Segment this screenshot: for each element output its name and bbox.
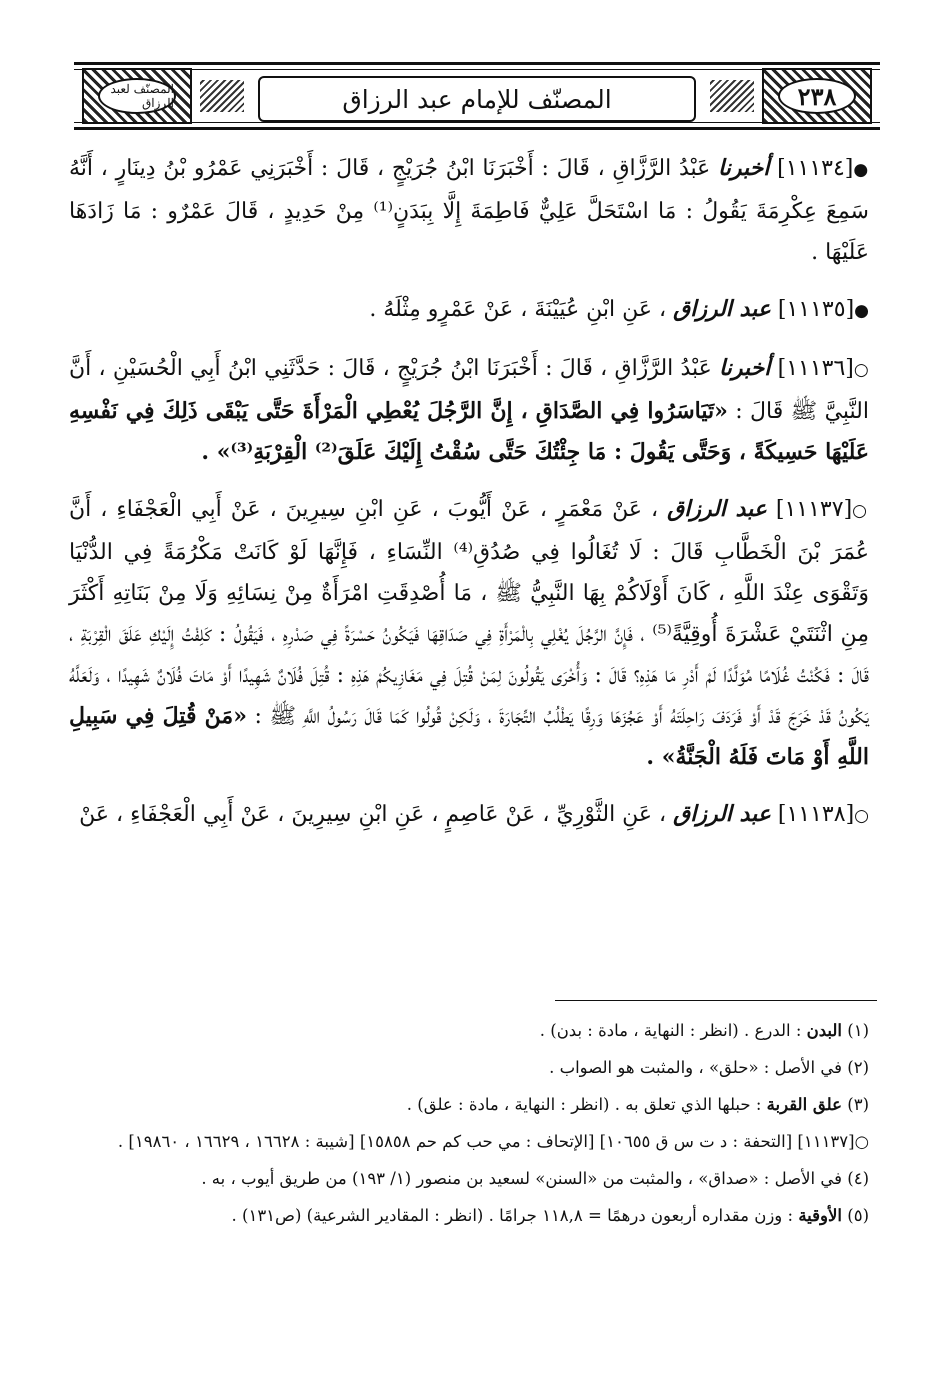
footnote-term: علق القربة xyxy=(766,1095,842,1114)
entry-text: عَبْدُ الرَّزَّاقِ ، قَالَ : أَخْبَرَنَا ابْنُ جُرَيْجٍ ، قَالَ : أَخْبَرَنِي عَمْرُو بْنُ دِينَارٍ ، أَنَّهُ سَمِعَ عِكْرِمَةَ يَقُولُ : مَا اسْتَحَلَّ عَلِيٌّ فَاطِمَةَ إِلَّا بِبَدَنٍ⁽¹⁾ مِنْ حَدِيدٍ ، قَالَ عَمْرٌو : مَا زَادَهَا عَلَيْهَا . xyxy=(69,156,869,265)
hadith-entry xyxy=(69,348,869,473)
entry-source: أخبرنا xyxy=(718,155,770,181)
header-ornament-left xyxy=(200,80,244,112)
entry-text: ، عَنِ ابْنِ عُيَيْنَةَ ، عَنْ عَمْرٍو مِثْلَهُ . xyxy=(369,297,667,322)
footnote-text: [التحفة : د ت س ق ١٠٦٥٥] [الإتحاف : مي حب كم حم ١٥٨٥٨] [شيبة : ١٦٦٢٨ ، ١٦٦٢٩ ، ١٩٨٦٠] . xyxy=(117,1132,793,1151)
footnote xyxy=(69,1164,869,1193)
prophetic-saying: «مَنْ قُتِلَ فِي سَبِيلِ اللَّهِ أَوْ مَاتَ فَلَهُ الْجَنَّةُ» . xyxy=(69,703,869,770)
hadith-entry xyxy=(69,489,869,778)
entry-source: أخبرنا xyxy=(719,355,771,381)
entry-mark: ○ xyxy=(854,806,869,826)
entry-mark: ○ xyxy=(853,360,869,380)
footnote xyxy=(69,1090,869,1119)
entry-number: [١١١٣٦] xyxy=(777,356,854,381)
header-ornament-right xyxy=(710,80,754,112)
footnote-text: : الدرع . (انظر : النهاية ، مادة : بدن) . xyxy=(539,1021,802,1040)
hadith-entry xyxy=(69,148,869,273)
footnote xyxy=(69,1016,869,1045)
footnote-text: في الأصل : «حلق» ، والمثبت هو الصواب . xyxy=(549,1058,842,1077)
footnote-text: : حبلها الذي تعلق به . (انظر : النهاية ، مادة : علق) . xyxy=(406,1095,762,1114)
footnote-term: الأوقية xyxy=(798,1206,842,1225)
footnote xyxy=(69,1201,869,1230)
running-title: المصنّف للإمام عبد الرزاق xyxy=(258,76,696,122)
footnote-label: (٢) xyxy=(847,1058,869,1077)
entry-number: [١١١٣٤] xyxy=(777,156,854,181)
header-emblem xyxy=(82,68,192,124)
entry-number: [١١١٣٧] xyxy=(775,497,853,522)
page-header xyxy=(74,62,880,130)
entry-number: [١١١٣٨] xyxy=(777,802,855,827)
entry-text: ، عَنِ الثَّوْرِيِّ ، عَنْ عَاصِمٍ ، عَنِ ابْنِ سِيرِينَ ، عَنْ أَبِي الْعَجْفَاءِ ، عَنْ xyxy=(79,802,667,827)
entry-number: [١١١٣٥] xyxy=(777,297,855,322)
footnote-label: (١) xyxy=(847,1021,869,1040)
emblem-text: المصنّف لعبد الرزاق xyxy=(98,78,176,114)
entry-source: عبد الرزاق xyxy=(673,296,771,322)
hadith-entry xyxy=(69,794,869,837)
page-number-badge xyxy=(762,68,872,124)
footnote-term: البدن xyxy=(806,1021,842,1040)
footnote-text: في الأصل : «صداق» ، والمثبت من «السنن» لسعيد بن منصور (١/ ١٩٣) من طريق أيوب ، به . xyxy=(201,1169,842,1188)
main-text xyxy=(69,148,869,853)
entry-text: ، عَنْ مَعْمَرٍ ، عَنْ أَيُّوبَ ، عَنِ ابْنِ سِيرِينَ ، عَنْ أَبِي الْعَجْفَاءِ ، أَنَّ عُمَرَ بْنَ الْخَطَّابِ قَالَ : لَا تُغَالُوا فِي صُدُقِ⁽⁴⁾ النِّسَاءِ ، فَإِنَّهَا لَوْ كَانَتْ مَكْرُمَةً فِي الدُّنْيَا وَتَقْوَى عِنْدَ اللَّهِ ، كَانَ أَوْلَاكُمْ بِهَا النَّبِيُّ ﷺ ، مَا أُصْدِقَتِ امْرَأَةٌ مِنْ نِسَائِهِ وَلَا مِنْ بَنَاتِهِ أَكْثَرَ مِنِ اثْنَتَيْ عَشْرَةَ أُوقِيَّةً⁽⁵⁾ ، فَإِنَّ الرَّجُلَ يُغْلِي بِالْمَرْأَةِ فِي صَدَاقِهَا فَيَكُونُ حَسْرَةً فِي صَدْرِهِ ، فَيَقُولُ : كَلِفْتُ إِلَيْكِ عَلَقَ الْقِرْبَةِ ، قَالَ : فَكُنْتُ غُلَامًا مُوَلَّدًا لَمْ أَدْرِ مَا هَذِهِ؟ قَالَ : وَأُخْرَى يَقُولُونَ لِمَنْ قُتِلَ فِي مَغَازِيكُمْ هَذِهِ : قُتِلَ فُلَانٌ شَهِيدًا أَوْ مَاتَ فُلَانٌ شَهِيدًا ، وَلَعَلَّهُ يَكُونُ قَدْ خَرَجَ قَدْ أَوْ فَرَدَفَ رَاحِلَتَهُ أَوْ عَجُزَهَا وَرِقًا يَطْلُبُ التِّجَارَةَ ، وَلَكِنْ قُولُوا كَمَا قَالَ رَسُولُ اللَّهِ ﷺ : xyxy=(69,497,869,729)
entry-source: عبد الرزاق xyxy=(667,496,767,522)
page-number: ٢٣٨ xyxy=(778,78,856,114)
entry-mark: ○ xyxy=(852,501,869,521)
hadith-entry xyxy=(69,289,869,332)
entry-text: عَبْدُ الرَّزَّاقِ ، قَالَ : أَخْبَرَنَا ابْنُ جُرَيْجٍ ، قَالَ : حَدَّثَنِي ابْنُ أَبِي الْحُسَيْنِ ، أَنَّ النَّبِيَّ ﷺ قَالَ : xyxy=(69,356,869,424)
footnote-divider xyxy=(555,1000,877,1001)
prophetic-saying: «تَيَاسَرُوا فِي الصَّدَاقِ ، إِنَّ الرَّجُلَ يُعْطِي الْمَرْأَةَ حَتَّى يَبْقَى ذَلِكَ فِي نَفْسِهِ عَلَيْهَا حَسِيكَةً ، وَحَتَّى يَقُولَ : مَا جِئْتُكَ حَتَّى سُقْتُ إِلَيْكَ عَلَقَ⁽²⁾ الْقِرْبَةِ⁽³⁾» . xyxy=(69,398,869,465)
footnotes xyxy=(69,1016,869,1238)
entry-mark: ● xyxy=(853,160,869,180)
footnote-text: : وزن مقداره أربعون درهمًا = ١١٨,٨ جرامًا . (انظر : المقادير الشرعية) (ص١٣١) . xyxy=(231,1206,794,1225)
footnote xyxy=(69,1053,869,1082)
takhrij-note xyxy=(69,1127,869,1156)
footnote-label: ○[١١١٣٧] xyxy=(797,1132,869,1151)
footnote-label: (٥) xyxy=(847,1206,869,1225)
footnote-label: (٣) xyxy=(847,1095,869,1114)
footnote-label: (٤) xyxy=(847,1169,869,1188)
entry-source: عبد الرزاق xyxy=(673,801,771,827)
entry-mark: ● xyxy=(854,301,869,321)
